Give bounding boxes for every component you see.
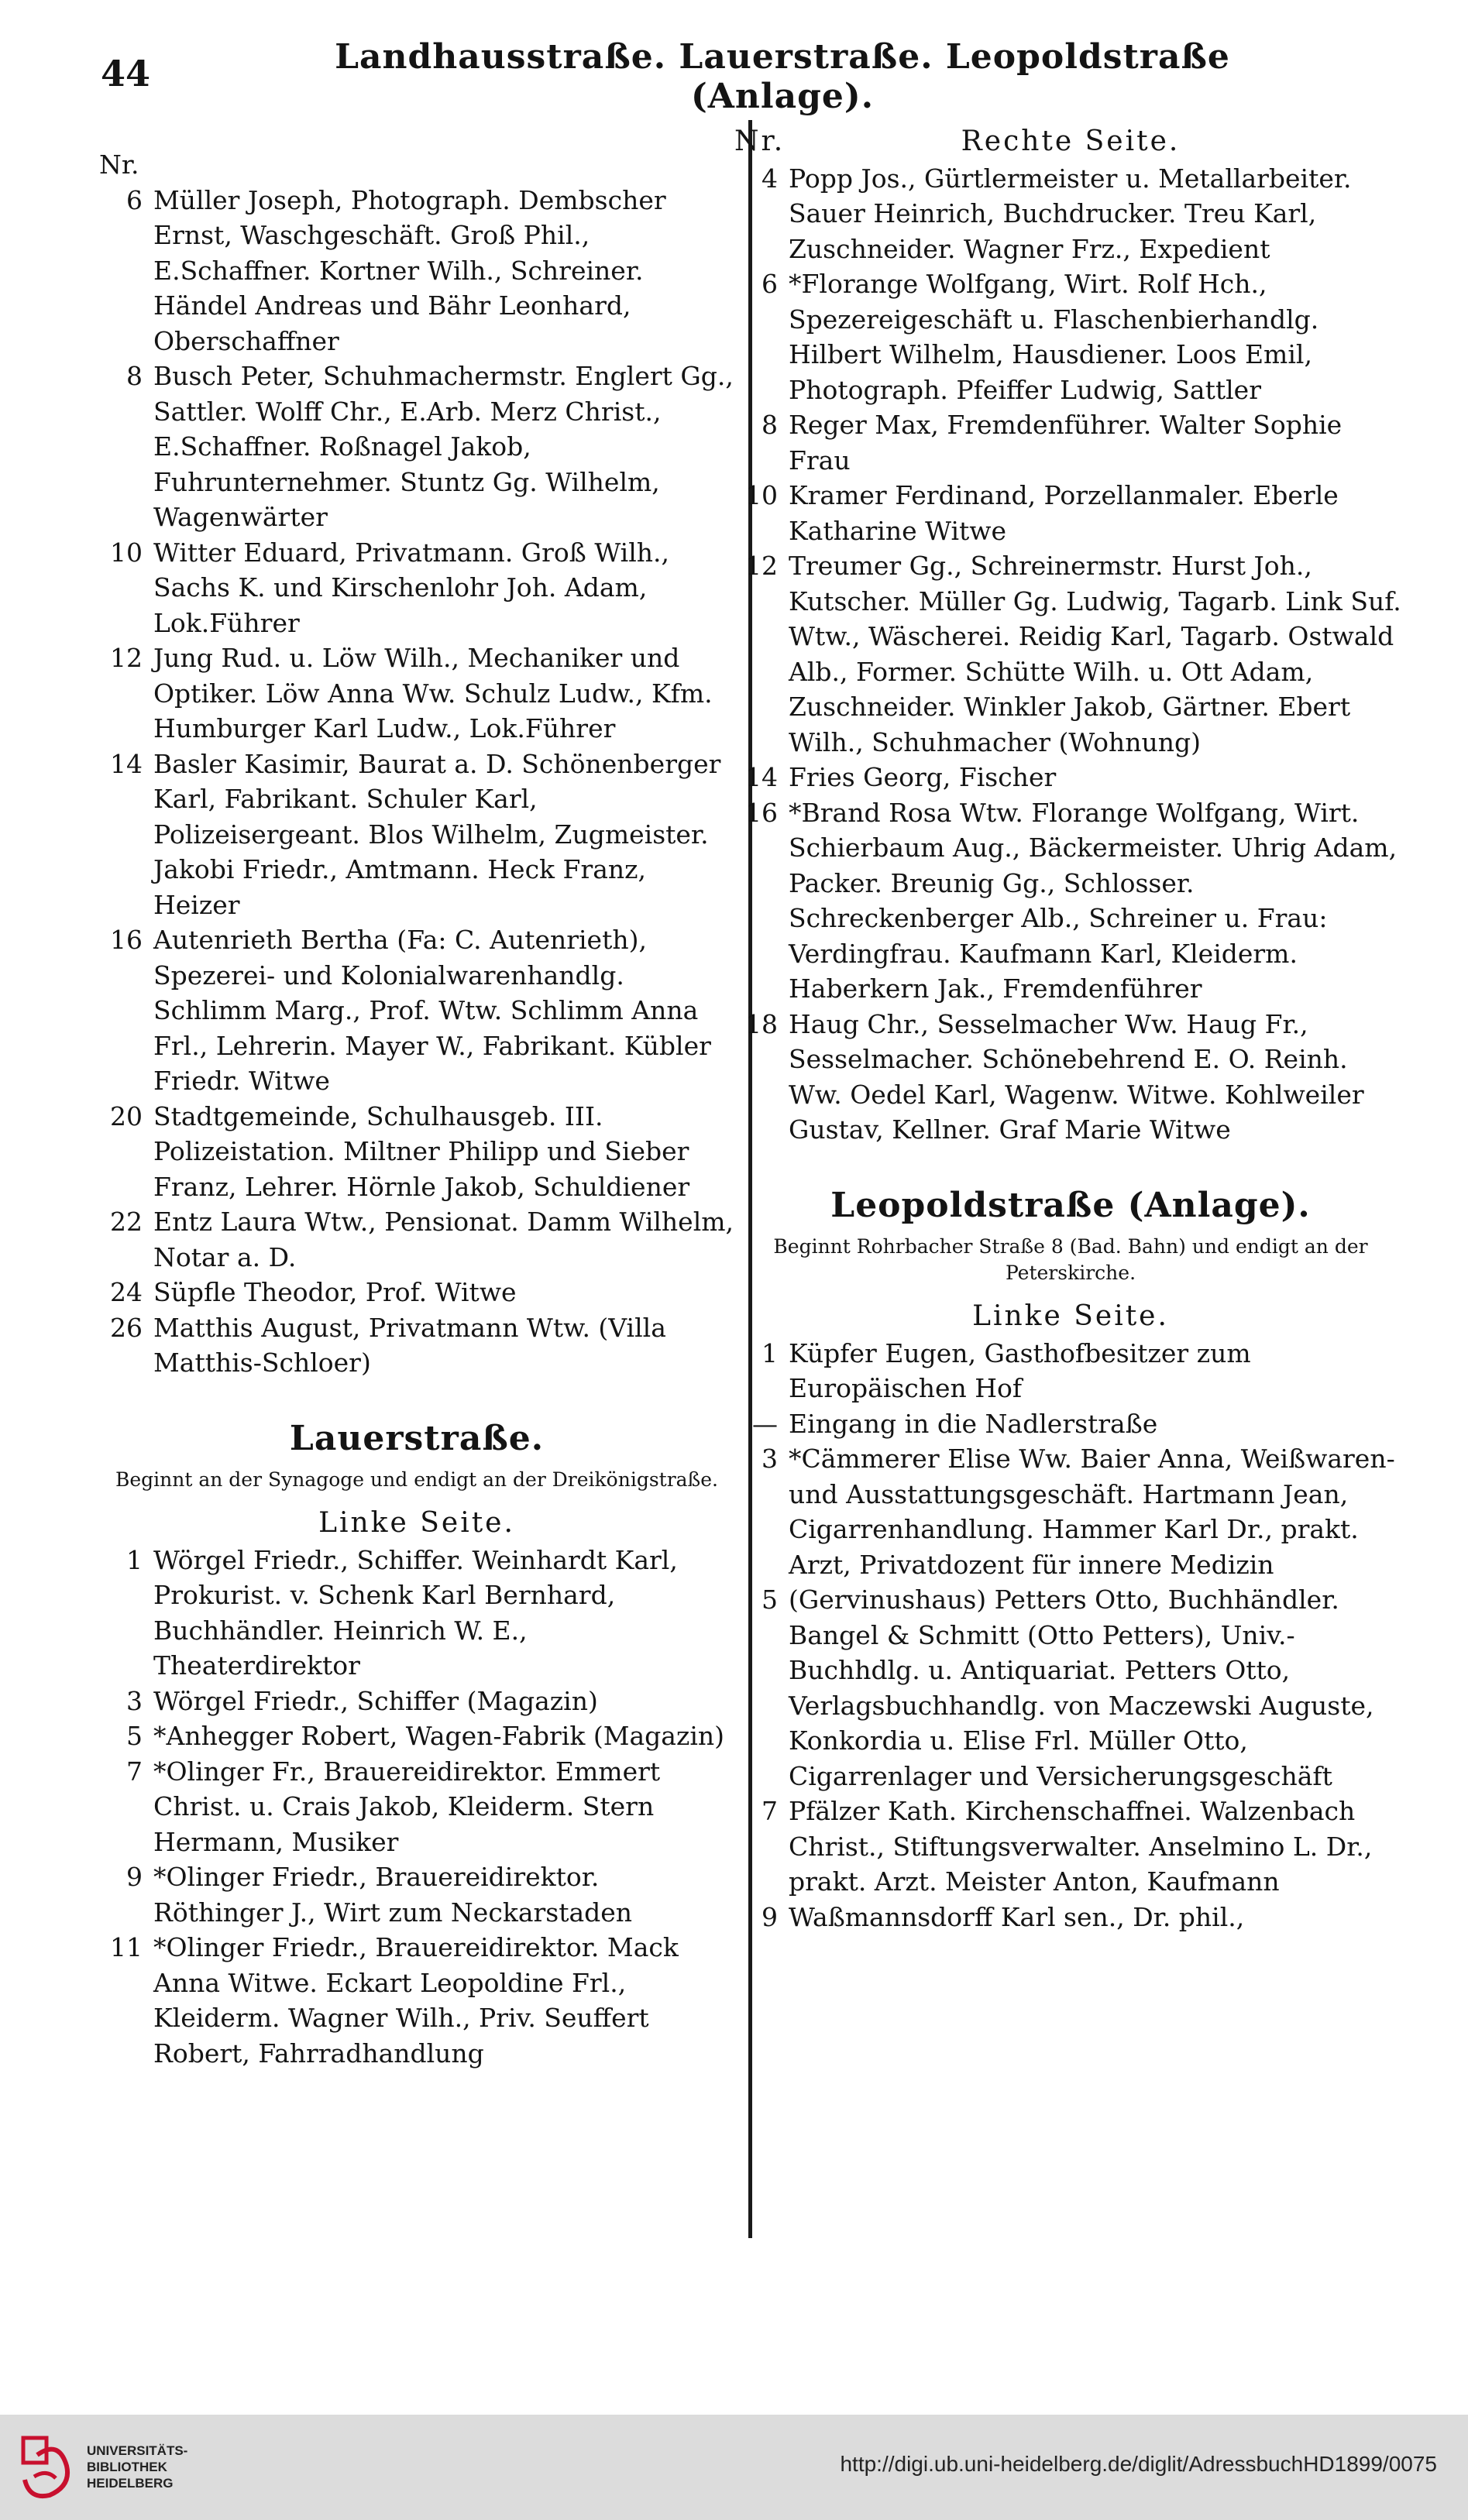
university-library-logo-icon — [15, 2432, 76, 2500]
house-number: 7 — [762, 1796, 778, 1826]
house-number: 3 — [126, 1685, 143, 1716]
resident-list: Süpfle Theodor, Prof. Witwe — [153, 1277, 517, 1307]
right-column — [734, 124, 1407, 1935]
resident-list: Busch Peter, Schuhmachermstr. Englert Gg., Sattler. Wolff Chr., E.Arb. Merz Christ., E.Schaffner. Roßnagel Jakob, Fuhrunternehmer. Stuntz Gg. Wilhelm, Wagenwärter — [153, 361, 734, 532]
address-entry — [99, 1859, 734, 1930]
resident-list: *Olinger Friedr., Brauereidirektor. Mack Anna Witwe. Eckart Leopoldine Frl., Kleiderm. Wagner Wilh., Priv. Seuffert Robert, Fahrradhandlung — [153, 1932, 679, 2069]
house-number: 5 — [762, 1584, 778, 1615]
resident-list: *Anhegger Robert, Wagen-Fabrik (Magazin) — [153, 1721, 725, 1751]
house-number: 14 — [110, 748, 143, 779]
address-entry — [734, 1794, 1407, 1900]
street-title-leopoldstrasse: Leopoldstraße (Anlage). — [830, 1185, 1311, 1225]
house-number: 11 — [110, 1932, 143, 1962]
address-entry — [99, 1099, 734, 1205]
address-entry — [734, 1582, 1407, 1794]
address-entry — [99, 747, 734, 923]
street-title-lauerstrasse: Lauerstraße. — [289, 1418, 545, 1458]
house-number: 1 — [126, 1544, 143, 1575]
address-entry — [99, 183, 734, 359]
house-number: 1 — [762, 1337, 778, 1368]
library-name-line: HEIDELBERG — [87, 2476, 174, 2491]
resident-list: Kramer Ferdinand, Porzellanmaler. Eberle Katharine Witwe — [789, 480, 1339, 546]
page-number: 44 — [101, 53, 151, 94]
resident-list: Basler Kasimir, Baurat a. D. Schönenberger Karl, Fabrikant. Schuler Karl, Polizeisergeant. Blos Wilhelm, Zugmeister. Jakobi Friedr., Amtmann. Heck Franz, Heizer — [153, 748, 721, 920]
resident-list: Wörgel Friedr., Schiffer (Magazin) — [153, 1685, 598, 1716]
resident-list: Pfälzer Kath. Kirchenschaffnei. Walzenbach Christ., Stiftungsverwalter. Anselmino L. Dr., prakt. Arzt. Meister Anton, Kaufmann — [789, 1796, 1373, 1897]
lauerstrasse-entries — [99, 1543, 734, 2072]
address-entry — [734, 161, 1407, 267]
address-entry — [99, 640, 734, 747]
house-number: 3 — [762, 1444, 778, 1474]
house-number: 9 — [762, 1901, 778, 1932]
landhausstrasse-entries — [99, 183, 734, 1381]
nr-label: Nr. — [734, 125, 786, 157]
resident-list: (Gervinushaus) Petters Otto, Buchhändler. Bangel & Schmitt (Otto Petters), Univ.-Buchhdlg. u. Antiquariat. Petters Otto, Verlagsbuchhandlg. von Maczewski Auguste, Konkordia u. Elise Frl. Müller Otto, Cigarrenlager und Versicherungsgeschäft — [789, 1584, 1374, 1791]
house-number: 20 — [110, 1100, 143, 1131]
street-description: Beginnt an der Synagoge und endigt an der Dreikönigstraße. — [115, 1468, 718, 1491]
library-name — [87, 2443, 187, 2491]
address-entry — [734, 1900, 1407, 1935]
house-number: 14 — [745, 762, 778, 792]
resident-list: Witter Eduard, Privatmann. Groß Wilh., Sachs K. und Kirschenlohr Joh. Adam, Lok.Führer — [153, 537, 670, 638]
house-number: 12 — [745, 551, 778, 581]
house-number: 16 — [110, 925, 143, 955]
resident-list: Autenrieth Bertha (Fa: C. Autenrieth), Spezerei- und Kolonialwarenhandlg. Schlimm Marg., Prof. Wtw. Schlimm Anna Frl., Lehrerin. Mayer W., Fabrikant. Kübler Friedr. Witwe — [153, 925, 711, 1096]
address-entry — [99, 1275, 734, 1310]
house-number: 6 — [762, 269, 778, 299]
house-number: 5 — [126, 1721, 143, 1751]
left-column — [99, 147, 734, 2071]
house-number: 10 — [745, 480, 778, 510]
resident-list: Jung Rud. u. Löw Wilh., Mechaniker und Optiker. Löw Anna Ww. Schulz Ludw., Kfm. Humburger Karl Ludw., Lok.Führer — [153, 643, 713, 743]
resident-list: Wörgel Friedr., Schiffer. Weinhardt Karl, Prokurist. v. Schenk Karl Bernhard, Buchhändler. Heinrich W. E., Theaterdirektor — [153, 1544, 678, 1681]
resident-list: Eingang in die Nadlerstraße — [789, 1408, 1158, 1439]
house-number: 7 — [126, 1756, 143, 1787]
resident-list: Reger Max, Fremdenführer. Walter Sophie Frau — [789, 410, 1343, 476]
side-heading-left: Linke Seite. — [972, 1300, 1169, 1332]
resident-list: Entz Laura Wtw., Pensionat. Damm Wilhelm, Notar a. D. — [153, 1207, 734, 1272]
side-heading-right — [734, 124, 1407, 160]
resident-list: *Brand Rosa Wtw. Florange Wolfgang, Wirt. Schierbaum Aug., Bäckermeister. Uhrig Adam, Packer. Breunig Gg., Schlosser. Schreckenberger Alb., Schreiner u. Frau: Verdingfrau. Kaufmann Karl, Kleiderm. Haberkern Jak., Fremdenführer — [789, 797, 1398, 1004]
library-footer — [0, 2415, 1468, 2520]
resident-list: *Olinger Friedr., Brauereidirektor. Röthinger J., Wirt zum Neckarstaden — [153, 1862, 633, 1928]
house-number: 10 — [110, 537, 143, 568]
resident-list: Treumer Gg., Schreinermstr. Hurst Joh., Kutscher. Müller Gg. Ludwig, Tagarb. Link Suf. Wtw., Wäscherei. Reidig Karl, Tagarb. Ostwald Alb., Former. Schütte Wilh. u. Ott Adam, Zuschneider. Winkler Jakob, Gärtner. Ebert Wilh., Schuhmacher (Wohnung) — [789, 551, 1401, 757]
house-number: 18 — [745, 1008, 778, 1039]
street-description: Beginnt Rohrbacher Straße 8 (Bad. Bahn) und endigt an der Peterskirche. — [773, 1235, 1368, 1284]
address-entry — [734, 1336, 1407, 1406]
resident-list: *Florange Wolfgang, Wirt. Rolf Hch., Spezereigeschäft u. Flaschenbierhandlg. Hilbert Wilhelm, Hausdiener. Loos Emil, Photograph. Pfeiffer Ludwig, Sattler — [789, 269, 1319, 405]
address-entry — [99, 1204, 734, 1275]
address-entry — [734, 760, 1407, 795]
address-entry — [99, 1310, 734, 1381]
house-number: 9 — [126, 1862, 143, 1892]
resident-list: *Cämmerer Elise Ww. Baier Anna, Weißwaren- und Ausstattungsgeschäft. Hartmann Jean, Cigarrenhandlung. Hammer Karl Dr., prakt. Arzt, Privatdozent für innere Medizin — [789, 1444, 1395, 1580]
house-number: 8 — [762, 410, 778, 440]
address-entry — [99, 1930, 734, 2071]
address-entry — [99, 1684, 734, 1719]
house-number: 12 — [110, 643, 143, 673]
resident-list: Haug Chr., Sesselmacher Ww. Haug Fr., Sesselmacher. Schönebehrend E. O. Reinh. Ww. Oedel Karl, Wagenw. Witwe. Kohlweiler Gustav, Kellner. Graf Marie Witwe — [789, 1008, 1364, 1145]
house-number: 4 — [762, 163, 778, 194]
resident-list: Matthis August, Privatmann Wtw. (Villa Matthis-Schloer) — [153, 1312, 666, 1378]
address-entry — [99, 1543, 734, 1684]
address-entry — [734, 795, 1407, 1007]
landhausstrasse-right-entries — [734, 161, 1407, 1148]
side-heading-label: Rechte Seite. — [961, 125, 1181, 157]
address-entry — [99, 922, 734, 1099]
resident-list: Fries Georg, Fischer — [789, 762, 1057, 792]
house-number: 6 — [126, 184, 143, 215]
house-number: — — [752, 1408, 778, 1439]
house-number: 26 — [110, 1312, 143, 1343]
address-entry — [734, 478, 1407, 548]
address-entry — [734, 1007, 1407, 1148]
library-name-line: BIBLIOTHEK — [87, 2460, 167, 2474]
running-head: Landhausstraße. Lauerstraße. Leopoldstraße (Anlage). — [335, 37, 1230, 116]
address-entry — [99, 1754, 734, 1860]
address-entry — [99, 1718, 734, 1754]
resident-list: *Olinger Fr., Brauereidirektor. Emmert Christ. u. Crais Jakob, Kleiderm. Stern Hermann, Musiker — [153, 1756, 661, 1857]
address-entry — [734, 548, 1407, 760]
house-number: 24 — [110, 1277, 143, 1307]
source-url-link[interactable]: http://digi.ub.uni-heidelberg.de/diglit/AdressbuchHD1899/0075 — [840, 2452, 1437, 2476]
resident-list: Müller Joseph, Photograph. Dembscher Ernst, Waschgeschäft. Groß Phil., E.Schaffner. Kortner Wilh., Schreiner. Händel Andreas und Bähr Leonhard, Oberschaffner — [153, 184, 666, 356]
side-heading-left: Linke Seite. — [318, 1507, 515, 1539]
address-entry — [734, 1406, 1407, 1442]
leopoldstrasse-entries — [734, 1336, 1407, 1935]
house-number: 16 — [745, 797, 778, 828]
resident-list: Popp Jos., Gürtlermeister u. Metallarbeiter. Sauer Heinrich, Buchdrucker. Treu Karl, Zuschneider. Wagner Frz., Expedient — [789, 163, 1352, 264]
house-number: 22 — [110, 1207, 143, 1237]
resident-list: Küpfer Eugen, Gasthofbesitzer zum Europäischen Hof — [789, 1337, 1251, 1403]
resident-list: Waßmannsdorff Karl sen., Dr. phil., — [789, 1901, 1245, 1932]
library-name-line: UNIVERSITÄTS- — [87, 2443, 188, 2458]
nr-label: Nr. — [99, 149, 139, 180]
resident-list: Stadtgemeinde, Schulhausgeb. III. Polizeistation. Miltner Philipp und Sieber Franz, Lehrer. Hörnle Jakob, Schuldiener — [153, 1100, 690, 1202]
house-number: 8 — [126, 361, 143, 391]
address-entry — [734, 266, 1407, 407]
address-entry — [734, 407, 1407, 478]
address-entry — [99, 535, 734, 641]
address-entry — [734, 1441, 1407, 1582]
address-entry — [99, 359, 734, 535]
